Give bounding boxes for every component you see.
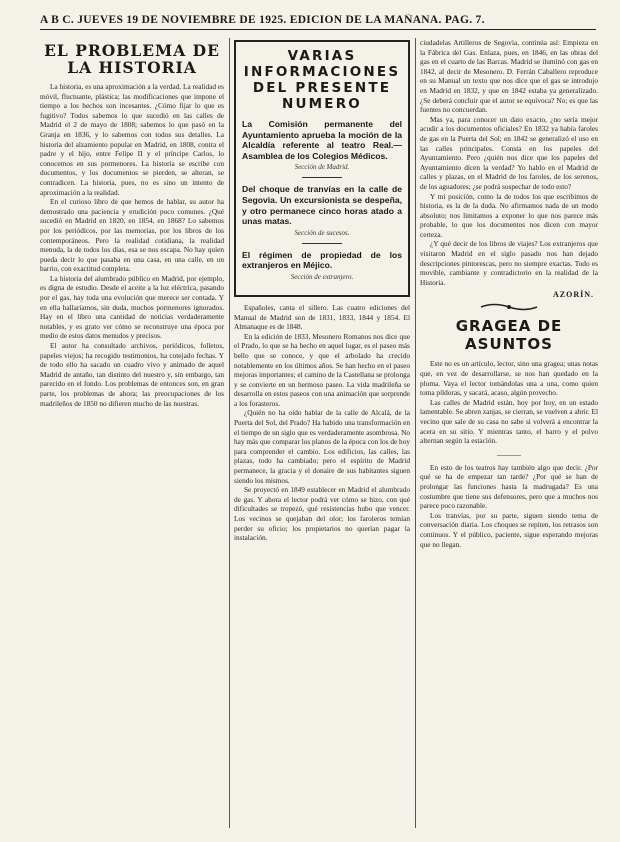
article-paragraph: ciudadelas Artilleros de Segovia, continúa así: Empieza en la Fábrica del Gas. Enlaza, pues, en 1846, en las obras del gas en el cuarto de las Barcas. Madrid se iluminó con gas en 1842, al decir de Mesonero. D. Ferrán Caballero reproduce en su Manual un texto que nos dice que el gas se introdujo en Madrid en 1832, y que en 1842 estaba ya generalizado. ¿Se deberá concluir que el autor se equivoca? No; es que las fuentes no concuerdan. <box>420 38 598 115</box>
news-index-box <box>234 40 410 297</box>
article-paragraph: Este no es un artículo, lector, sino una gragea; unas notas que, en vez de desarrollarse, se nos han quedado en la pluma. Vaya el lector tomándolas una a una, como quien toma píldoras, y sacará, acaso, algún provecho. <box>420 359 598 398</box>
page-header: A B C. JUEVES 19 DE NOVIEMBRE DE 1925. EDICION DE LA MAÑANA. PAG. 7. <box>40 14 596 30</box>
article-paragraph: El autor ha consultado archivos, periódicos, folletos, papeles viejos; ha recogido testimonios, ha cotejado fechas. Y de todo ello ha sacado un cuadro vivo y animado de aquel Madrid de antaño, tan distinto del nuestro y, sin embargo, tan parecido en el fondo. Los problemas de entonces son, en gran parte, los problemas de ahora; las preocupaciones de los madrileños de 1850 no difieren mucho de las nuestras. <box>40 341 224 408</box>
news-index-title: VARIAS INFORMACIONES DEL PRESENTE NUMERO <box>243 48 401 112</box>
article-paragraph: ¿Y qué decir de los libros de viajes? Los extranjeros que visitaron Madrid en el siglo pasado nos han dejado descripciones pintorescas, pero no siempre exactas. Todo es movible, cambiante y contradictorio en la realidad de la Historia. <box>420 239 598 287</box>
article-paragraph: En el curioso libro de que hemos de hablar, su autor ha demostrado una paciencia y erudición poco comunes. ¿Qué sucedió en Madrid en 1820, en 1854, en 1868? Lo sabemos por los periódicos, por las memorias, por los libros de los contemporáneos. Pero la realidad cotidiana, la realidad menuda, la de todos los días, esa se nos escapa. No hay quien pueda decir lo que pasaba en una casa, en una calle, en un barrio, con exactitud completa. <box>40 197 224 274</box>
divider <box>302 177 342 178</box>
article-paragraph: Mas ya, para conocer un dato exacto, ¿no sería mejor acudir a los documentos oficiales? En 1832 ya había faroles de gas en la Puerta del Sol; en 1842 se generalizó el uso en las calles principales. Consta en los papeles del Ayuntamiento. Pero ¿quién nos dice que los papeles del Ayuntamiento dicen la verdad? Yo hablo en el Madrid de calles y plazas, en el Madrid de los faroles, de los serenos, de los aguadores; ¿se podrá sospechar de todo esto? <box>420 114 598 191</box>
article-paragraph: Y mi posición, como la de todos los que escribimos de historia, es la de la duda. No afirmamos nada de un modo absoluto; nos limitamos a exponer lo que nos parece más probable, lo que los documentos nos dicen con mayor certeza. <box>420 191 598 239</box>
column-rule <box>229 38 230 828</box>
article-paragraph: Los tranvías, por su parte, siguen siendo tema de conversación diaria. Los choques se repiten, los retrasos son continuos. Y el público, paciente, sigue esperando mejoras que no llegan. <box>420 510 598 549</box>
news-index-section: Sección de sucesos. <box>294 228 350 237</box>
article-paragraph: En esto de los teatros hay también algo que decir. ¿Por qué se ha de empezar tan tarde? ¿Por qué se han de prolongar las funciones hasta la madrugada? Es una costumbre que tiene sus defensores, pero que a muchos nos parece poco razonable. <box>420 462 598 511</box>
article-paragraph: ¿Quién no ha oído hablar de la calle de Alcalá, de la Puerta del Sol, del Prado? Ha habido una transformación en el tiempo de un siglo que es verdaderamente asombrosa. No hay más que comparar los planos de la época con los de hoy para comprender el cambio. Los edificios, las calles, las plazas, todo ha cambiado; pero el espíritu de Madrid permanece, la gracia y el donaire de sus habitantes siguen siendo los mismos. <box>234 408 410 485</box>
article-paragraph: La historia del alumbrado público en Madrid, por ejemplo, es digna de estudio. Desde el aceite a la luz eléctrica, pasando por el gas, hay toda una evolución que merece ser contada. Y en ella hallaríamos, sin duda, muchos pormenores ignorados. Hay en el libro una cantidad de noticias verdaderamente notables, y es grato ver cómo se reconstruye una época por medio de estos datos menudos y precisos. <box>40 273 224 341</box>
column-center <box>234 38 410 543</box>
author-signature: AZORÍN. <box>552 290 594 300</box>
section-headline: GRAGEA DE ASUNTOS <box>455 317 563 354</box>
divider <box>302 243 342 244</box>
news-index-item: Del choque de tranvías en la calle de Segovia. Un excursionista se despeña, y otro permanece cinco horas atado a unas matas. <box>242 184 402 227</box>
article-headline: EL PROBLEMA DE LA HISTORIA <box>44 41 220 77</box>
column-right <box>420 38 598 549</box>
article-paragraph: En la edición de 1833, Mesonero Romanos nos dice que el Prado, lo que se ha hecho en aquel lugar, es el paseo más bello que se conoce, y que el arbolado ha crecido notablemente en los últimos años. Se han hecho en el paseo mejoras importantes; el camino de la Castellana se prolonga y se convierte en un hermoso paseo. La vida madrileña se desarrolla en estos paseos con una animación que sorprende a los forasteros. <box>234 331 410 408</box>
article-paragraph: Españoles, canta el sillero. Las cuatro ediciones del Manual de Madrid son de 1831, 1833, 1844 y 1854. El Almanaque es de 1848. <box>234 302 410 332</box>
column-rule <box>415 38 416 828</box>
article-paragraph: La historia, es una aproximación a la verdad. La realidad es móvil, fluctuante, plástica; las modificaciones que impone el tiempo a los hechos son incesantes. ¿Cómo fijar lo que es fugitivo? Todos sabemos lo que sucedió en las calles de Madrid el 2 de mayo de 1808; sabemos lo que pasó en la Granja en 1836, y lo sabemos con todos sus detalles. La historia del alzamiento popular en Madrid, en 1808, contra el padre y el hijo, entre Felipe II y el príncipe Carlos, lo conocemos en sus pormenores. La historia se escribe con documentos, y los documentos se pierden, se alteran, se contradicen. La historia, pues, no es sino un intento de aproximación a la realidad. <box>40 82 224 197</box>
ornament-divider-icon <box>420 302 598 315</box>
article-paragraph: Se proyectó en 1849 establecer en Madrid el alumbrado de gas. Y ahora el lector podrá ver cómo se hizo, con qué dificultades se tropezó, qué resistencias hubo que vencer. Los vecinos se quejaban del olor; los faroleros temían perder su oficio; los propietarios no querían pagar la instalación. <box>234 485 410 543</box>
news-index-item: El régimen de propiedad de los extranjeros en Méjico. <box>242 249 402 271</box>
article-paragraph: Las calles de Madrid están, hoy por hoy, en un estado lamentable. Se abren zanjas, se cierran, se vuelven a abrir. El vecino que sale de su casa no sabe si volverá a encontrar la acera en su sitio. Y mientras tanto, el barro y el polvo alternan según la estación. <box>420 397 598 446</box>
column-left <box>40 38 224 408</box>
news-index-section: Sección de Madrid. <box>294 163 350 172</box>
news-index-section: Sección de extranjero. <box>290 272 354 281</box>
news-index-item: La Comisión permanente del Ayuntamiento aprueba la moción de la Alcaldía referente al teatro Real.—Asamblea de los Colegios Médicos. <box>242 119 402 161</box>
divider: ——— <box>497 449 521 459</box>
